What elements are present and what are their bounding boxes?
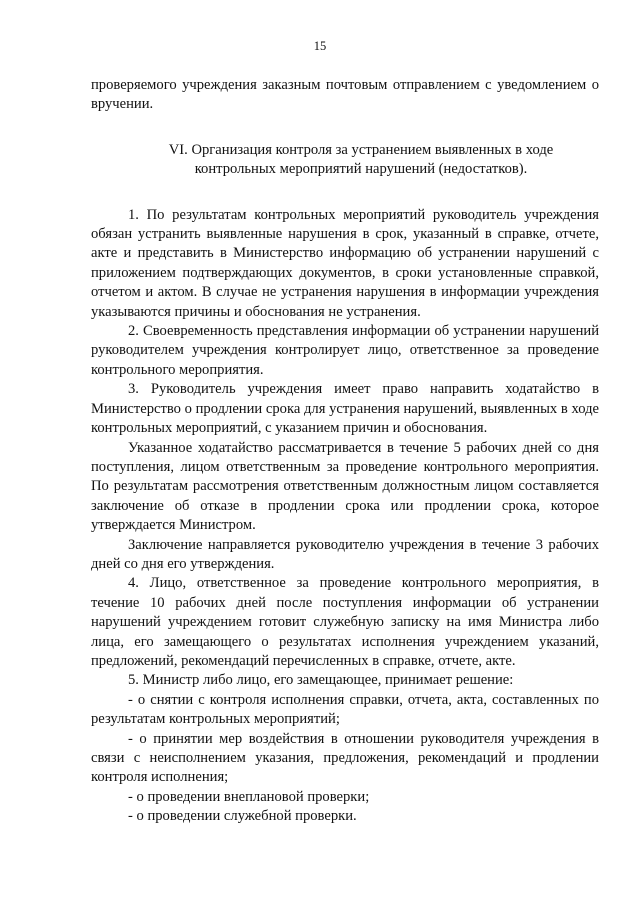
paragraph-petition-review: Указанное ходатайство рассматривается в течение 5 рабочих дней со дня поступления, лицом ответственным за проведение контрольного мероприятия. По результатам рассмотрения ответственным должностным лицом составляется заключение об отказе в продлении срока или продлении срока, которое утверждается Министром.	[91, 439, 599, 534]
decision-item-2: - о принятии мер воздействия в отношении руководителя учреждения в связи с неисполнением указания, предложения, рекомендаций и продлении контроля исполнения;	[91, 730, 599, 786]
page-number: 15	[313, 39, 327, 53]
paragraph-1: 1. По результатам контрольных мероприятий руководитель учреждения обязан устранить выявленные нарушения в срок, указанный в справке, отчете, акте и представить в Министерство информацию об устранении нарушений с приложением подтверждающих документов, в сроки установленные справкой, отчетом и актом. В случае не устранения нарушения в информации учреждения указываются причины и обоснования не устранения.	[91, 206, 599, 320]
paragraph-5: 5. Министр либо лицо, его замещающее, принимает решение:	[128, 672, 514, 689]
paragraph-2: 2. Своевременность представления информации об устранении нарушений руководителем учреждения контролирует лицо, ответственное за проведение контрольного мероприятия.	[91, 323, 599, 378]
document-body	[91, 76, 599, 827]
continuation-paragraph: проверяемого учреждения заказным почтовым отправлением с уведомлением о вручении.	[91, 77, 599, 113]
decision-item-3: - о проведении внеплановой проверки;	[128, 788, 370, 805]
section-title: VI. Организация контроля за устранением выявленных в ходе контрольных мероприятий нарушений (недостатков).	[168, 141, 554, 178]
decision-item-4: - о проведении служебной проверки.	[128, 808, 357, 825]
paragraph-4: 4. Лицо, ответственное за проведение контрольного мероприятия, в течение 10 рабочих дней после поступления информации об устранении нарушений учреждением готовит служебную записку на имя Министра либо лица, его замещающего о результатах исполнения учреждением указаний, предложений, рекомендаций перечисленных в справке, отчете, акте.	[91, 575, 599, 669]
decision-item-1: - о снятии с контроля исполнения справки, отчета, акта, составленных по результатам контрольных мероприятий;	[91, 691, 599, 728]
paragraph-3: 3. Руководитель учреждения имеет право направить ходатайство в Министерство о продлении срока для устранения нарушений, выявленных в ходе контрольных мероприятий, с указанием причин и обоснования.	[91, 381, 599, 437]
paragraph-conclusion: Заключение направляется руководителю учреждения в течение 3 рабочих дней со дня его утверждения.	[91, 536, 599, 572]
